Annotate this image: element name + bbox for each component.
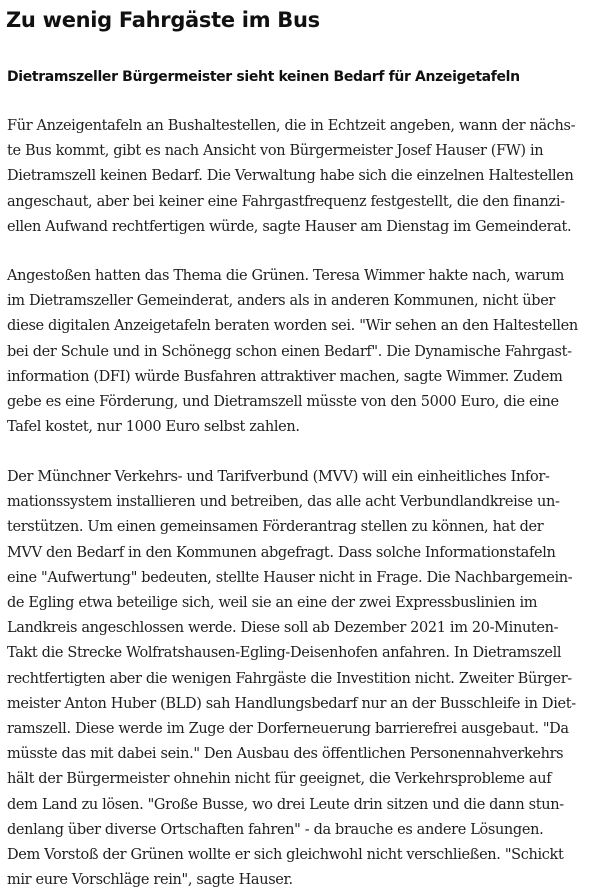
text-line: te Bus kommt, gibt es nach Ansicht von Bürgermeister Josef Hauser (FW) in [7, 143, 544, 160]
text-line: de Egling etwa beteilige sich, weil sie an eine der zwei Expressbuslinien im [7, 595, 538, 612]
text-line: Angestoßen hatten das Thema die Grünen. Teresa Wimmer hakte nach, warum [7, 268, 564, 284]
text-line: denlang über diverse Ortschaften fahren" - da brauche es andere Lösungen. [7, 821, 544, 838]
text-line: meister Anton Huber (BLD) sah Handlungsbedarf nur an der Busschleife in Diet- [7, 695, 576, 712]
article-headline: Zu wenig Fahrgäste im Bus [6, 8, 320, 32]
text-line: eine "Aufwertung" bedeuten, stellte Hauser nicht in Frage. Die Nachbargemein- [7, 569, 573, 586]
text-line: hält der Bürgermeister ohnehin nicht für geeignet, die Verkehrsprobleme auf [7, 771, 552, 788]
text-line: MVV den Bedarf in den Kommunen abgefragt. Dass solche Informationstafeln [7, 544, 556, 561]
text-line: bei der Schule und in Schönegg schon einen Bedarf". Die Dynamische Fahrgast- [7, 343, 572, 360]
text-line: information (DFI) würde Busfahren attraktiver machen, sagte Wimmer. Zudem [7, 368, 563, 385]
text-line: mationssystem installieren und betreiben, das alle acht Verbundlandkreise un- [7, 494, 560, 511]
text-line: Takt die Strecke Wolfratshausen-Egling-Deisenhofen anfahren. In Dietramszell [7, 645, 562, 662]
text-line: gebe es eine Förderung, und Dietramszell müsste von den 5000 Euro, die eine [7, 394, 559, 411]
text-line: müsste das mit dabei sein." Den Ausbau des öffentlichen Personennahverkehrs [7, 746, 564, 763]
text-line: ellen Aufwand rechtfertigen würde, sagte Hauser am Dienstag im Gemeinderat. [7, 218, 572, 235]
text-line: Dem Vorstoß der Grünen wollte er sich gleichwohl nicht verschließen. "Schickt [7, 847, 564, 864]
article-paragraph-2 [7, 264, 578, 440]
text-line: Tafel kostet, nur 1000 Euro selbst zahlen. [7, 419, 300, 436]
text-line: rechtfertigten aber die wenigen Fahrgäste die Investition nicht. Zweiter Bürger- [7, 670, 572, 687]
text-line: angeschaut, aber bei keiner eine Fahrgastfrequenz festgestellt, die den finanzi- [7, 193, 565, 210]
text-line: Landkreis angeschlossen werde. Diese soll ab Dezember 2021 im 20-Minuten- [7, 620, 559, 637]
text-line: Der Münchner Verkehrs- und Tarifverbund (MVV) will ein einheitliches Infor- [7, 469, 550, 485]
text-line: ramszell. Diese werde im Zuge der Dorferneuerung barrierefrei ausgebaut. "Da [7, 721, 569, 738]
text-line: dem Land zu lösen. "Große Busse, wo drei Leute drin sitzen und die dann stun- [7, 796, 564, 813]
text-line: diese digitalen Anzeigetafeln beraten worden sei. "Wir sehen an den Haltestellen [7, 318, 578, 335]
text-line: mir eure Vorschläge rein", sagte Hauser. [7, 872, 293, 889]
article-paragraph-1 [7, 114, 575, 240]
text-line: terstützen. Um einen gemeinsamen Förderantrag stellen zu können, hat der [7, 519, 544, 536]
article-subheadline: Dietramszeller Bürgermeister sieht keinen Bedarf für Anzeigetafeln [7, 69, 520, 85]
text-line: Dietramszell keinen Bedarf. Die Verwaltung habe sich die einzelnen Haltestellen [7, 168, 574, 185]
article-paragraph-3 [7, 465, 576, 893]
text-line: im Dietramszeller Gemeinderat, anders als in anderen Kommunen, nicht über [7, 293, 556, 310]
text-line: Für Anzeigentafeln an Bushaltestellen, die in Echtzeit angeben, wann der nächs- [7, 118, 576, 134]
